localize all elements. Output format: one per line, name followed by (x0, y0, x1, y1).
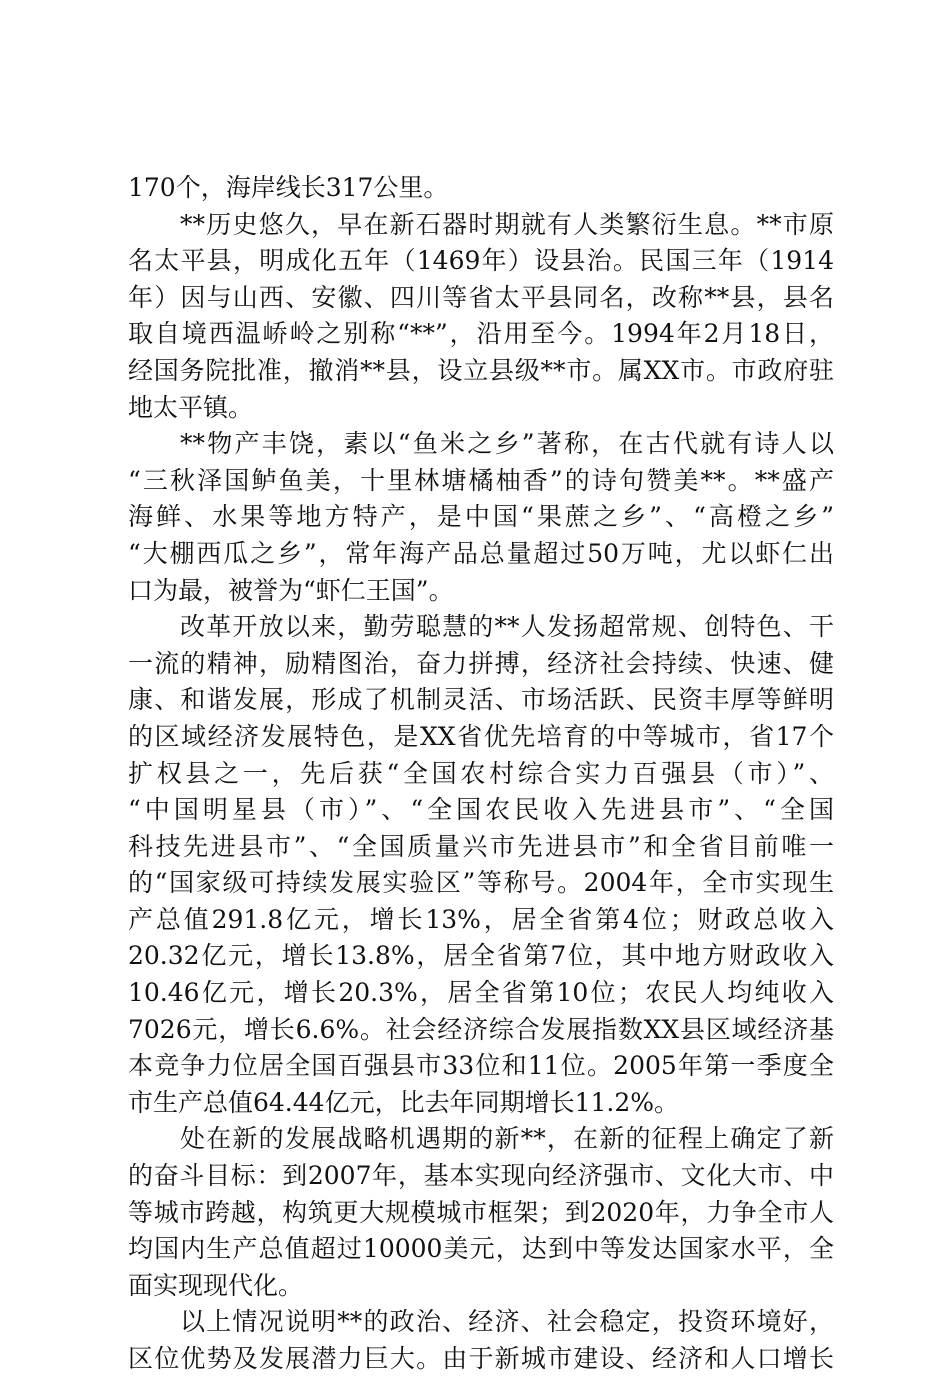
text-line: 扩权县之一，先后获“全国农村综合实力百强县（市）”、 (128, 758, 834, 788)
text-line: 的奋斗目标：到2007年，基本实现向经济强市、文化大市、中 (128, 1161, 834, 1191)
text-line: 名太平县，明成化五年（1469年）设县治。民国三年（1914 (128, 246, 834, 276)
text-line: 市生产总值64.44亿元，比去年同期增长11.2%。 (128, 1087, 679, 1117)
text-line: 年）因与山西、安徽、四川等省太平县同名，改称**县，县名 (128, 282, 834, 312)
text-line: “三秋泽国鲈鱼美，十里林塘橘柚香”的诗句赞美**。**盛产 (128, 465, 834, 495)
text-line: 10.46亿元，增长20.3%，居全省第10位；农民人均纯收入 (128, 978, 834, 1008)
text-line: 经国务院批准，撤消**县，设立县级**市。属XX市。市政府驻 (128, 355, 834, 385)
text-line: 170个，海岸线长317公里。 (128, 173, 449, 202)
text-line: 康、和谐发展，形成了机制灵活、市场活跃、民资丰厚等鲜明 (128, 685, 834, 715)
text-line: 均国内生产总值超过10000美元，达到中等发达国家水平，全 (128, 1234, 834, 1264)
text-line: “中国明星县（市）”、“全国农民收入先进县市”、“全国 (128, 795, 834, 825)
text-line: 本竞争力位居全国百强县市33位和11位。2005年第一季度全 (128, 1051, 834, 1081)
text-line: 的“国家级可持续发展实验区”等称号。2004年，全市实现生 (128, 868, 834, 898)
text-line: 海鲜、水果等地方特产，是中国“果蔗之乡”、“高橙之乡” (128, 502, 834, 532)
text-line: 7026元，增长6.6%。社会经济综合发展指数XX县区域经济基 (128, 1014, 834, 1044)
text-line: 科技先进县市”、“全国质量兴市先进县市”和全省目前唯一 (128, 831, 834, 861)
text-line: 取自境西温峤岭之别称“**”，沿用至今。1994年2月18日， (128, 319, 834, 349)
text-line: 20.32亿元，增长13.8%，居全省第7位，其中地方财政收入 (128, 941, 834, 971)
text-line: 改革开放以来，勤劳聪慧的**人发扬超常规、创特色、干 (180, 612, 834, 642)
text-line: “大棚西瓜之乡”，常年海产品总量超过50万吨，尤以虾仁出 (128, 538, 834, 568)
text-line: 以上情况说明**的政治、经济、社会稳定，投资环境好， (180, 1307, 834, 1337)
document-body (128, 170, 834, 1378)
text-line: 地太平镇。 (128, 392, 254, 422)
text-line: 面实现现代化。 (128, 1270, 304, 1300)
text-line: 一流的精神，励精图治，奋力拼搏，经济社会持续、快速、健 (128, 648, 834, 678)
text-line: **物产丰饶，素以“鱼米之乡”著称，在古代就有诗人以 (180, 429, 834, 459)
text-line: **历史悠久，早在新石器时期就有人类繁衍生息。**市原 (180, 209, 834, 239)
text-line: 产总值291.8亿元，增长13%，居全省第4位；财政总收入 (128, 904, 834, 934)
text-line: 区位优势及发展潜力巨大。由于新城市建设、经济和人口增长 (128, 1344, 834, 1373)
text-line: 的区域经济发展特色，是XX省优先培育的中等城市，省17个 (128, 721, 834, 751)
text-line: 等城市跨越，构筑更大规模城市框架；到2020年，力争全市人 (128, 1197, 834, 1227)
text-line: 口为最，被誉为“虾仁王国”。 (128, 575, 454, 605)
text-line: 处在新的发展战略机遇期的新**，在新的征程上确定了新 (180, 1124, 834, 1154)
